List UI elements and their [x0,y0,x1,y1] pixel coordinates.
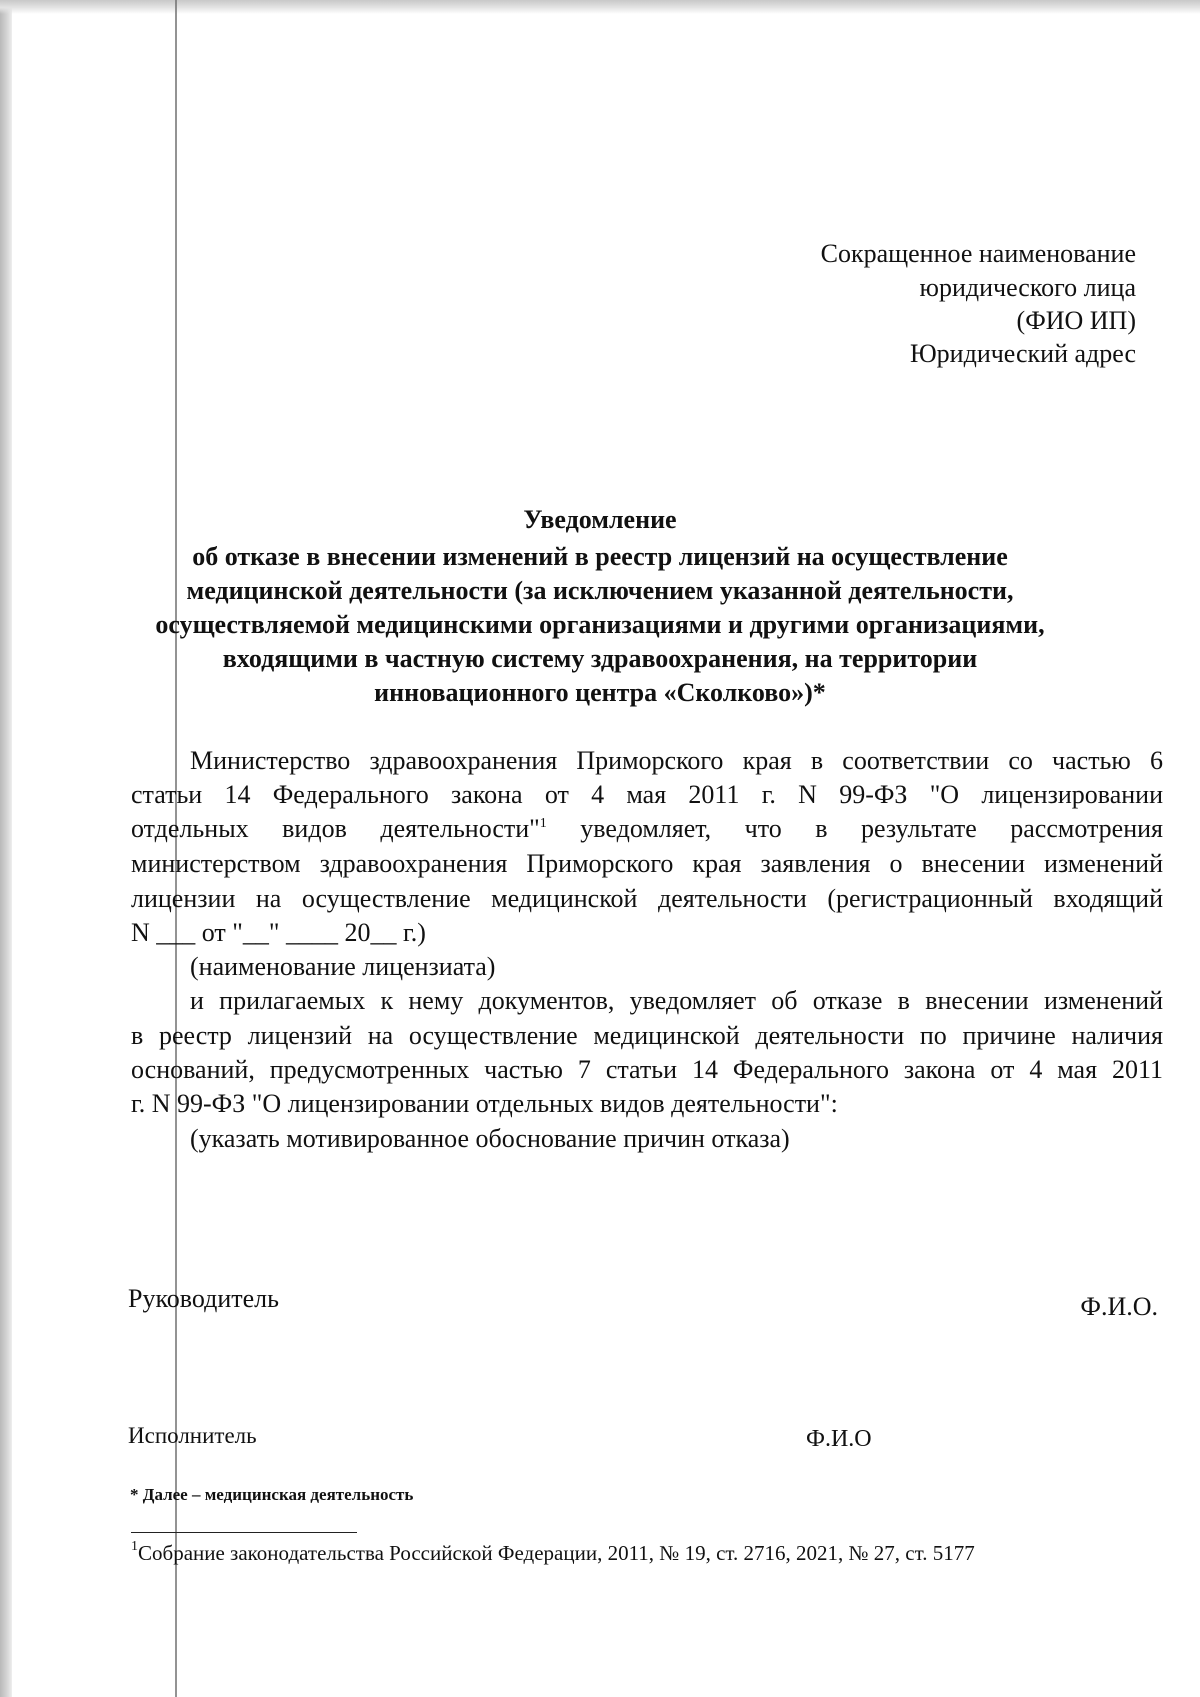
body-p2-line-2: в реестр лицензий на осуществление медицинской деятельности по причине наличия [131,1021,1163,1050]
title-line-3: медицинской деятельности (за исключением указанной деятельности, [186,576,1014,605]
addressee-line-4: Юридический адрес [909,339,1136,368]
body-p2-line-3: оснований, предусмотренных частью 7 статьи 14 Федерального закона от 4 мая 2011 [131,1055,1163,1084]
title-line-1: Уведомление [523,505,677,534]
title-line-6: инновационного центра «Сколково»)* [374,678,826,707]
scan-left-edge [0,0,12,1697]
body-p1-line-3-text-b: уведомляет, что в результате рассмотрения [580,814,1163,843]
body-p1-line-4: министерством здравоохранения Приморского края заявления о внесении изменений [131,849,1163,878]
body-p1-line-2: статьи 14 Федерального закона от 4 мая 2011 г. N 99-ФЗ "О лицензировании [131,780,1163,809]
footnote-text: Собрание законодательства Российской Федерации, 2011, № 19, ст. 2716, 2021, № 27, ст. 5177 [138,1541,975,1565]
head-name: Ф.И.О. [1080,1292,1158,1321]
body-p1-line-5: лицензии на осуществление медицинской деятельности (регистрационный входящий [131,884,1163,913]
executor-label: Исполнитель [128,1423,257,1448]
footnote-separator [131,1532,357,1533]
body-p1-line-3 [131,814,1163,844]
asterisk-note: * Далее – медицинская деятельность [130,1485,414,1504]
executor-name: Ф.И.О [806,1426,872,1452]
body-p1-line-6: N ___ от "__" ____ 20__ г.) [131,918,426,947]
footnote-reference: 1 [539,816,547,831]
addressee-line-2: юридического лица [919,273,1136,302]
head-label: Руководитель [128,1284,279,1313]
body-p1-line-1: Министерство здравоохранения Приморского края в соответствии со частью 6 [190,746,1163,775]
body-p2-line-1: и прилагаемых к нему документов, уведомляет об отказе в внесении изменений [190,986,1163,1015]
body-p2-line-4: г. N 99-ФЗ "О лицензировании отдельных видов деятельности": [131,1089,838,1118]
licensee-placeholder: (наименование лицензиата) [190,952,496,981]
body-p1-line-3-text-a: отдельных видов деятельности" [131,814,540,843]
title-line-4: осуществляемой медицинскими организациями и другими организациями, [155,610,1045,639]
scan-top-edge [0,0,1200,14]
addressee-line-1: Сокращенное наименование [820,239,1136,268]
reason-placeholder: (указать мотивированное обоснование причин отказа) [190,1124,790,1153]
title-line-2: об отказе в внесении изменений в реестр лицензий на осуществление [192,542,1008,571]
footnote [131,1540,975,1566]
footnote-mark: 1 [131,1539,138,1554]
addressee-line-3: (ФИО ИП) [1016,306,1136,335]
title-line-5: входящими в частную систему здравоохранения, на территории [222,644,978,673]
